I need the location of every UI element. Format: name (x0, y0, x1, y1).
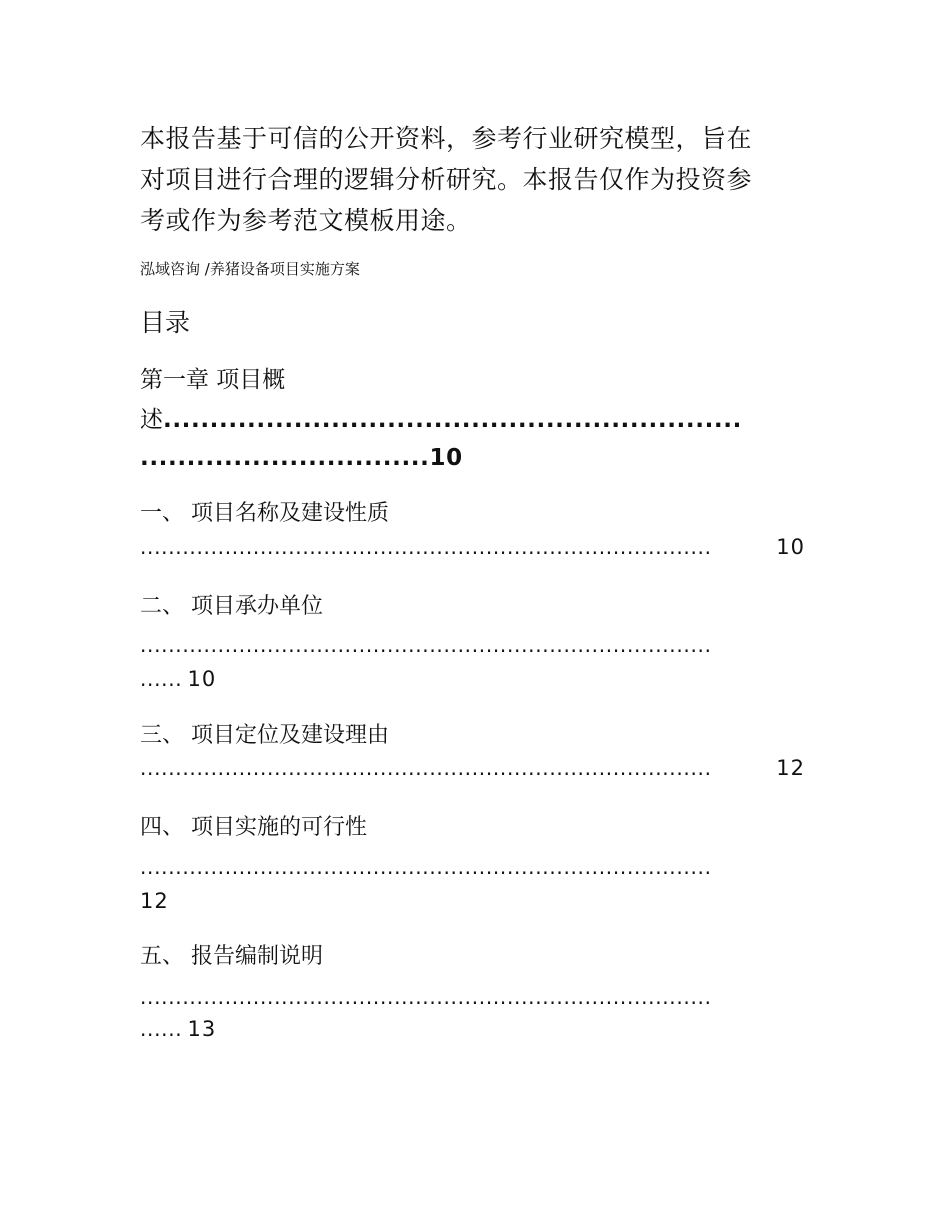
toc-chapter-title-cont: 述 (140, 407, 163, 433)
toc-chapter-title[interactable]: 第一章 项目概 (140, 367, 286, 393)
toc-dot-leader: ...... (140, 1017, 183, 1041)
toc-dot-leader: ................................................................................. (140, 756, 712, 780)
toc-entry-title[interactable]: 二、 项目承办单位 (140, 594, 323, 619)
toc-page-number[interactable]: 12 (140, 889, 169, 913)
toc-entry-leader-row2[interactable] (140, 664, 216, 694)
intro-paragraph (140, 118, 820, 241)
intro-line: 对项目进行合理的逻辑分析研究。本报告仅作为投资参 (140, 165, 753, 194)
toc-entry-leader-row2[interactable] (140, 1014, 216, 1044)
intro-line: 本报告基于可信的公开资料，参考行业研究模型，旨在 (140, 124, 753, 153)
toc-entry-leader-row[interactable] (140, 756, 805, 780)
toc-entry-title[interactable]: 五、 报告编制说明 (140, 944, 323, 969)
intro-line: 考或作为参考范文模板用途。 (140, 206, 472, 235)
toc-page-number: 10 (429, 445, 463, 471)
running-header: 泓域咨询 /养猪设备项目实施方案 (140, 260, 360, 278)
toc-entry-leader-row[interactable] (140, 535, 805, 559)
toc-chapter-dots-row[interactable] (140, 403, 805, 437)
toc-entry-title[interactable]: 四、 项目实施的可行性 (140, 815, 367, 840)
toc-dot-leader: .............................................................. (163, 407, 742, 433)
toc-entry-title[interactable]: 一、 项目名称及建设性质 (140, 501, 389, 526)
toc-dot-leader: ...... (140, 667, 183, 691)
toc-page-number: 12 (776, 756, 805, 780)
toc-page-number: 10 (776, 535, 805, 559)
toc-dot-leader: ................................................................................. (140, 535, 712, 559)
toc-page-number: 13 (187, 1017, 217, 1041)
toc-dot-leader: ................................................................................. (140, 633, 712, 657)
toc-dot-leader: ................................................................................. (140, 985, 712, 1009)
toc-dot-leader: ................................................................................. (140, 855, 712, 879)
toc-page-number: 10 (187, 667, 217, 691)
toc-entry-title[interactable]: 三、 项目定位及建设理由 (140, 723, 389, 748)
toc-chapter-dots-row2[interactable] (140, 441, 463, 475)
toc-title: 目录 (140, 308, 191, 337)
toc-dot-leader: ............................... (140, 445, 430, 471)
